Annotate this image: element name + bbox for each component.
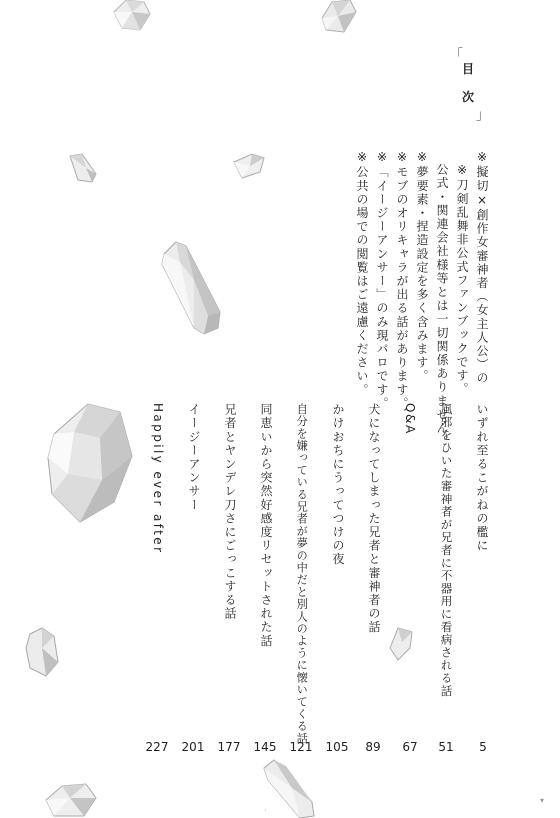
crystal-icon	[42, 782, 98, 818]
toc-page-number: 177	[217, 740, 241, 754]
title-close-bracket: 」	[476, 108, 490, 123]
toc-page-number: 67	[402, 740, 418, 754]
toc-page-number: 89	[365, 740, 381, 754]
toc-page-number: 145	[253, 740, 277, 754]
note-line: ※刀剣乱舞非公式ファンブックです。	[455, 163, 469, 397]
title-open-bracket: 「	[450, 48, 464, 63]
toc-entry-title: いずれ至るこがねの檻に	[475, 403, 489, 553]
toc-page-number: 51	[438, 740, 454, 754]
title-char-2: 次	[462, 90, 475, 104]
note-line: 公式・関連会社様等とは一切関係ありません。	[435, 163, 449, 449]
crystal-icon	[388, 626, 414, 662]
note-line: ※夢要素・捏造設定を多く含みます。	[415, 150, 429, 384]
crystal-icon	[262, 758, 316, 818]
note-line: ※モブのオリキャラが出る話があります。	[395, 150, 409, 411]
toc-entry-title: 同恵いから突然好感度リセットされた話	[259, 403, 273, 648]
toc-entry-title: イージーアンサー	[187, 403, 201, 512]
toc-page-number: 201	[181, 740, 205, 754]
note-line: ※擬切×創作女審神者（女主人公）の	[475, 150, 489, 386]
toc-page-number: 227	[145, 740, 169, 754]
note-line: ※「イージーアンサー」のみ現パロです。	[375, 150, 389, 411]
toc-entry-title: Happily ever after	[151, 403, 165, 555]
toc-entry-title: 風邪をひいた審神者が兄者に不器用に看病される話	[439, 403, 454, 698]
crystal-icon	[110, 0, 152, 34]
crystal-icon	[160, 240, 224, 336]
page-bottom-mark: ·	[264, 806, 267, 815]
toc-page-number: 5	[479, 740, 487, 754]
note-line: ※公共の場での閲覧はご遠慮ください。	[355, 150, 369, 397]
toc-entry-title: かけおちにうってつけの夜	[331, 403, 345, 567]
toc-page-number: 105	[325, 740, 349, 754]
crystal-icon	[24, 626, 60, 678]
toc-page-number: 121	[289, 740, 313, 754]
crystal-icon	[232, 152, 266, 180]
crystal-icon	[68, 152, 98, 184]
toc-entry-title: Q&A	[403, 403, 417, 435]
toc-entry-title: 犬になってしまった兄者と審神者の話	[367, 403, 381, 635]
crystal-icon	[318, 0, 358, 36]
page-corner-mark: ▾	[540, 796, 545, 805]
toc-entry-title: 兄者とヤンデレ刀さにごっこする話	[223, 403, 237, 621]
title-char-1: 目	[462, 62, 475, 76]
toc-entry-title: 自分を嫌っている兄者が夢の中だと別人のように懐いてくる話	[295, 403, 309, 745]
crystal-icon	[44, 398, 136, 526]
